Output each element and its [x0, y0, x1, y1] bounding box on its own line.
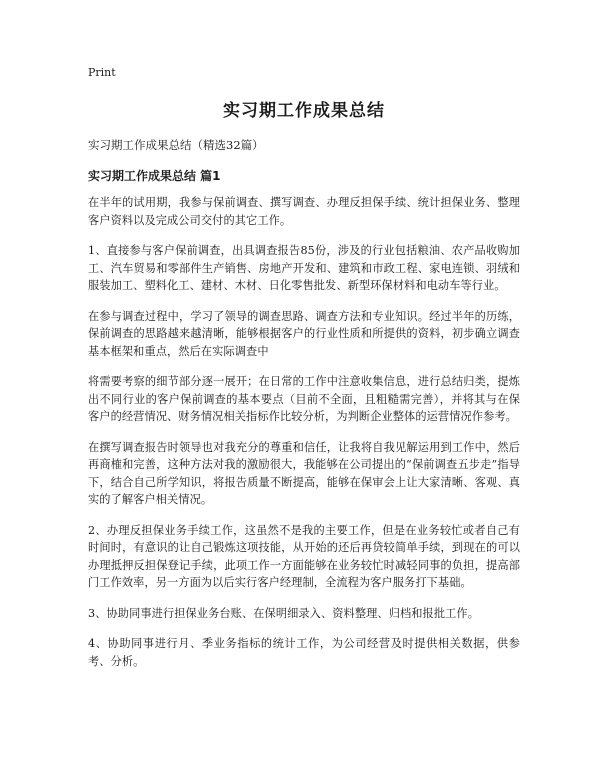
page-title: 实习期工作成果总结 [223, 101, 385, 121]
paragraph-learning: 在参与调查过程中，学习了领导的调查思路、调查方法和专业知识。经过半年的历练，保前调查的思路越来越清晰，能够根据客户的行业性质和所提供的资料，初步确立调查基本框架和重点，然后在实际调查中 [88, 309, 520, 358]
paragraph-item-1: 1、直接参与客户保前调查，出具调查报告85份，涉及的行业包括粮油、农产品收购加工、汽车贸易和零部件生产销售、房地产开发和、建筑和市政工程、家电连锁、羽绒和服装加工、塑料化工、建材、木材、日化零售批发、新型环保材料和电动车等行业。 [88, 244, 520, 292]
print-link[interactable]: Print [88, 66, 116, 79]
paragraph-details: 将需要考察的细节部分逐一展开；在日常的工作中注意收集信息，进行总结归类，提炼出不同行业的客户保前调查的基本要点（目前不全面，且粗糙需完善），并将其与在保客户的经营情况、财务情况相关指标作比较分析，为判断企业整体的运营情况作参考。 [88, 375, 520, 423]
paragraph-intro: 在半年的试用期，我参与保前调查、撰写调查、办理反担保手续、统计担保业务、整理客户资料以及完成公司交付的其它工作。 [88, 196, 520, 227]
paragraph-item-4: 4、协助同事进行月、季业务指标的统计工作，为公司经营及时提供相关数据，供参考、分析。 [88, 637, 520, 668]
document-subtitle: 实习期工作成果总结（精选32篇） [88, 138, 264, 152]
paragraph-item-2: 2、办理反担保业务手续工作，这虽然不是我的主要工作，但是在业务较忙或者自己有时间时，有意识的让自己锻炼这项技能，从开始的还后再贷较简单手续，到现在的可以办理抵押反担保登记手续，此项工作一方面能够在业务较忙时减轻同事的负担，提高部门工作效率，另一方面为以后实行客户经理制，全流程为客户服务打下基础。 [88, 523, 520, 589]
document-page [88, 66, 520, 683]
paragraph-item-3: 3、协助同事进行担保业务台账、在保明细录入、资料整理、归档和报批工作。 [88, 606, 479, 620]
section-heading: 实习期工作成果总结 篇1 [88, 169, 221, 183]
paragraph-report: 在撰写调查报告时领导也对我充分的尊重和信任，让我将自我见解运用到工作中，然后再商榷和完善，这种方法对我的激励很大，我能够在公司提出的“保前调查五步走”指导下，结合自己所学知识，将报告质量不断提高，能够在保审会上让大家清晰、客观、真实的了解客户相关情况。 [88, 440, 520, 506]
